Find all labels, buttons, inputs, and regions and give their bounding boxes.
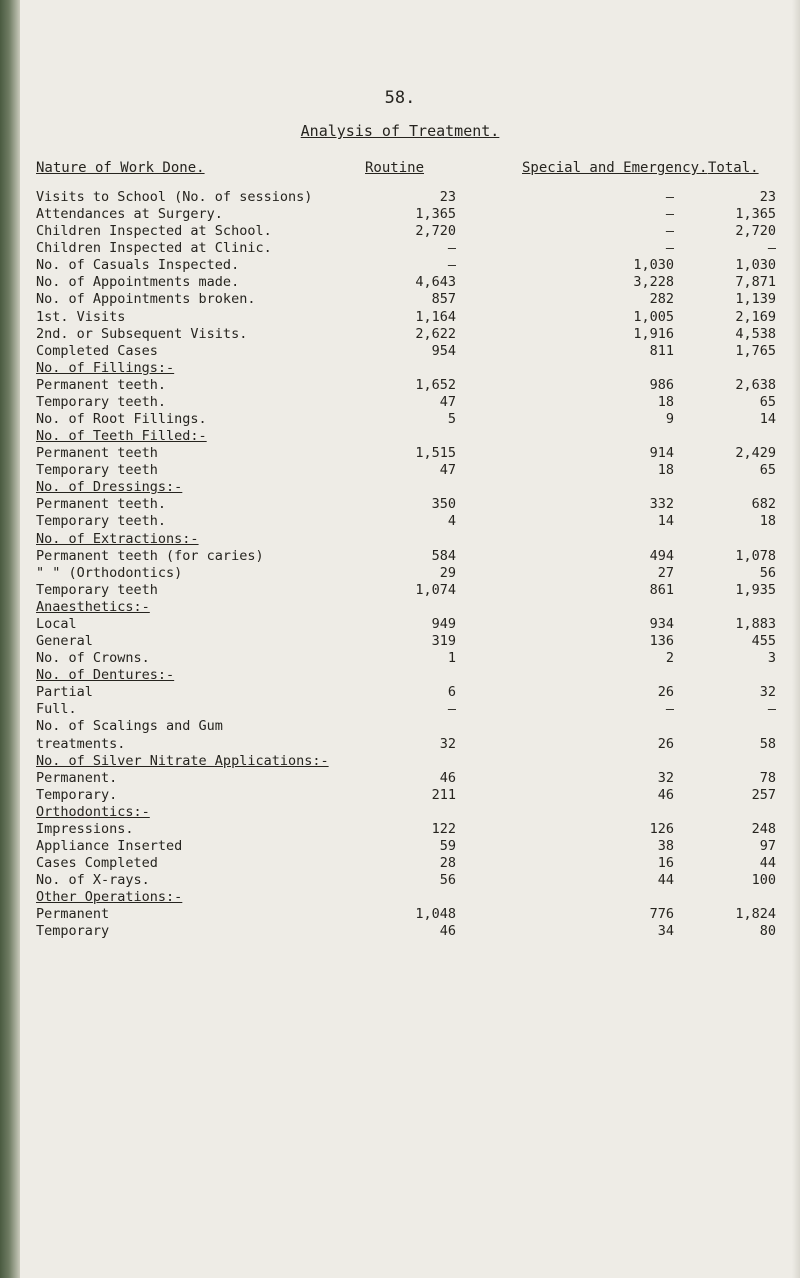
row-label: Partial bbox=[36, 684, 93, 701]
total-value: 2,429 bbox=[735, 445, 776, 462]
table-row bbox=[36, 770, 776, 787]
section-heading-row bbox=[36, 889, 776, 906]
row-label: Full. bbox=[36, 701, 77, 718]
special-emergency-value: 494 bbox=[649, 547, 674, 564]
routine-value: 2,622 bbox=[415, 325, 456, 342]
total-value: 65 bbox=[759, 393, 776, 410]
row-label: No. of Appointments broken. bbox=[36, 291, 256, 308]
row-label: Attendances at Surgery. bbox=[36, 206, 223, 223]
row-label: Visits to School (No. of sessions) bbox=[36, 189, 313, 205]
table-row bbox=[36, 309, 776, 326]
total-value: 1,765 bbox=[735, 342, 776, 359]
special-emergency-value: – bbox=[665, 701, 674, 718]
routine-value: 857 bbox=[431, 291, 456, 308]
special-emergency-value: 38 bbox=[657, 837, 674, 854]
table-row bbox=[36, 240, 776, 257]
table-row bbox=[36, 343, 776, 360]
row-label: Permanent bbox=[36, 906, 110, 923]
routine-value: 1,365 bbox=[415, 206, 456, 223]
special-emergency-value: 282 bbox=[649, 291, 674, 308]
row-label: Permanent teeth. bbox=[36, 376, 167, 393]
total-value: 14 bbox=[759, 411, 776, 428]
table-row bbox=[36, 821, 776, 838]
routine-value: 59 bbox=[439, 837, 456, 854]
special-emergency-value: 776 bbox=[649, 906, 674, 923]
total-value: 78 bbox=[759, 769, 776, 786]
page-right-edge bbox=[792, 0, 800, 1278]
routine-value: – bbox=[447, 701, 456, 718]
special-emergency-value: 16 bbox=[657, 855, 674, 872]
row-label: Completed Cases bbox=[36, 342, 158, 359]
special-emergency-value: 3,228 bbox=[633, 274, 674, 291]
routine-value: 47 bbox=[439, 393, 456, 410]
row-label: Temporary. bbox=[36, 786, 118, 803]
total-value: 1,883 bbox=[735, 615, 776, 632]
total-value: 1,078 bbox=[735, 547, 776, 564]
section-heading-row bbox=[36, 599, 776, 616]
table-row bbox=[36, 206, 776, 223]
section-heading-row bbox=[36, 360, 776, 377]
table-row bbox=[36, 326, 776, 343]
section-heading: No. of Extractions:- bbox=[36, 530, 199, 547]
table-row bbox=[36, 513, 776, 530]
special-emergency-value: 1,030 bbox=[633, 257, 674, 274]
routine-value: 122 bbox=[431, 820, 456, 837]
row-label: " " (Orthodontics) bbox=[36, 564, 183, 581]
row-label: Permanent teeth (for caries) bbox=[36, 547, 264, 564]
routine-value: 350 bbox=[431, 496, 456, 513]
routine-value: 5 bbox=[447, 411, 456, 428]
routine-value: 4,643 bbox=[415, 274, 456, 291]
table-row bbox=[36, 633, 776, 650]
routine-value: – bbox=[447, 257, 456, 274]
special-emergency-value: 861 bbox=[649, 581, 674, 598]
row-label: Impressions. bbox=[36, 820, 134, 837]
routine-value: – bbox=[447, 240, 456, 257]
total-value: 2,638 bbox=[735, 376, 776, 393]
total-value: 1,139 bbox=[735, 291, 776, 308]
table-row bbox=[36, 923, 776, 940]
table-row bbox=[36, 291, 776, 308]
special-emergency-value: 136 bbox=[649, 633, 674, 650]
page-binding-edge bbox=[0, 0, 20, 1278]
table-row bbox=[36, 274, 776, 291]
table-row bbox=[36, 872, 776, 889]
row-label: No. of X-rays. bbox=[36, 872, 150, 889]
special-emergency-value: 332 bbox=[649, 496, 674, 513]
total-value: 682 bbox=[751, 496, 776, 513]
total-value: 97 bbox=[759, 837, 776, 854]
row-label: No. of Scalings and Gum bbox=[36, 718, 223, 735]
total-value: 1,935 bbox=[735, 581, 776, 598]
routine-value: 954 bbox=[431, 342, 456, 359]
document-title-text: Analysis of Treatment. bbox=[300, 122, 500, 140]
table-row bbox=[36, 377, 776, 394]
routine-value: 2,720 bbox=[415, 223, 456, 240]
routine-value: 47 bbox=[439, 462, 456, 479]
section-heading: Other Operations:- bbox=[36, 889, 183, 906]
row-label: Temporary teeth. bbox=[36, 513, 167, 530]
total-value: – bbox=[767, 240, 776, 257]
routine-value: 1,048 bbox=[415, 906, 456, 923]
routine-value: 4 bbox=[447, 513, 456, 530]
routine-value: 28 bbox=[439, 855, 456, 872]
table-row bbox=[36, 855, 776, 872]
special-emergency-value: – bbox=[665, 206, 674, 223]
special-emergency-value: – bbox=[665, 189, 674, 205]
special-emergency-value: 986 bbox=[649, 376, 674, 393]
routine-value: 211 bbox=[431, 786, 456, 803]
total-value: 23 bbox=[759, 189, 776, 205]
routine-value: 1,652 bbox=[415, 376, 456, 393]
routine-value: 1,074 bbox=[415, 581, 456, 598]
total-value: 4,538 bbox=[735, 325, 776, 342]
routine-value: 46 bbox=[439, 923, 456, 940]
section-heading: Anaesthetics:- bbox=[36, 598, 150, 615]
row-label: No. of Crowns. bbox=[36, 650, 150, 667]
special-emergency-value: 1,916 bbox=[633, 325, 674, 342]
routine-value: 584 bbox=[431, 547, 456, 564]
special-emergency-value: 18 bbox=[657, 393, 674, 410]
routine-value: 29 bbox=[439, 564, 456, 581]
section-heading: No. of Fillings:- bbox=[36, 359, 175, 376]
total-value: 1,030 bbox=[735, 257, 776, 274]
table-row bbox=[36, 394, 776, 411]
special-emergency-value: 34 bbox=[657, 923, 674, 940]
section-heading: No. of Teeth Filled:- bbox=[36, 428, 207, 445]
special-emergency-value: 126 bbox=[649, 820, 674, 837]
section-heading: No. of Dressings:- bbox=[36, 479, 183, 496]
row-label: Children Inspected at Clinic. bbox=[36, 240, 272, 257]
header-nature-of-work: Nature of Work Done. bbox=[36, 160, 205, 176]
total-value: 2,169 bbox=[735, 308, 776, 325]
section-heading: Orthodontics:- bbox=[36, 803, 150, 820]
row-label: 1st. Visits bbox=[36, 308, 126, 325]
total-value: 1,365 bbox=[735, 206, 776, 223]
total-value: 100 bbox=[751, 872, 776, 889]
total-value: 58 bbox=[759, 735, 776, 752]
table-row bbox=[36, 496, 776, 513]
routine-value: 56 bbox=[439, 872, 456, 889]
special-emergency-value: 811 bbox=[649, 342, 674, 359]
total-value: 257 bbox=[751, 786, 776, 803]
total-value: 80 bbox=[759, 923, 776, 940]
section-heading-row bbox=[36, 667, 776, 684]
header-special-emergency: Special and Emergency. bbox=[522, 160, 708, 176]
total-value: 3 bbox=[767, 650, 776, 667]
total-value: 455 bbox=[751, 633, 776, 650]
special-emergency-value: – bbox=[665, 240, 674, 257]
section-heading: No. of Dentures:- bbox=[36, 667, 175, 684]
table-row bbox=[36, 718, 776, 735]
special-emergency-value: 46 bbox=[657, 786, 674, 803]
routine-value: 23 bbox=[439, 189, 456, 205]
table-row bbox=[36, 445, 776, 462]
special-emergency-value: 2 bbox=[665, 650, 674, 667]
table-row bbox=[36, 565, 776, 582]
row-label: Temporary teeth. bbox=[36, 393, 167, 410]
special-emergency-value: 914 bbox=[649, 445, 674, 462]
table-row bbox=[36, 411, 776, 428]
total-value: 56 bbox=[759, 564, 776, 581]
routine-value: 1,515 bbox=[415, 445, 456, 462]
routine-value: 949 bbox=[431, 615, 456, 632]
table-row bbox=[36, 462, 776, 479]
special-emergency-value: 1,005 bbox=[633, 308, 674, 325]
table-row bbox=[36, 223, 776, 240]
special-emergency-value: 9 bbox=[665, 411, 674, 428]
section-heading-row bbox=[36, 428, 776, 445]
row-label: Permanent teeth. bbox=[36, 496, 167, 513]
row-label: Children Inspected at School. bbox=[36, 223, 272, 240]
row-label: General bbox=[36, 633, 93, 650]
special-emergency-value: 26 bbox=[657, 684, 674, 701]
section-heading-row bbox=[36, 479, 776, 496]
table-row bbox=[36, 736, 776, 753]
special-emergency-value: 14 bbox=[657, 513, 674, 530]
header-routine: Routine bbox=[365, 160, 425, 176]
row-label: No. of Appointments made. bbox=[36, 274, 240, 291]
total-value: 1,824 bbox=[735, 906, 776, 923]
section-heading: No. of Silver Nitrate Applications:- bbox=[36, 752, 329, 769]
row-label: Cases Completed bbox=[36, 855, 158, 872]
special-emergency-value: 44 bbox=[657, 872, 674, 889]
row-label: No. of Root Fillings. bbox=[36, 411, 207, 428]
routine-value: 319 bbox=[431, 633, 456, 650]
total-value: 44 bbox=[759, 855, 776, 872]
treatment-table bbox=[36, 189, 776, 940]
section-heading-row bbox=[36, 804, 776, 821]
header-total: Total. bbox=[708, 160, 759, 176]
table-row bbox=[36, 684, 776, 701]
table-row bbox=[36, 906, 776, 923]
row-label: 2nd. or Subsequent Visits. bbox=[36, 325, 248, 342]
special-emergency-value: 934 bbox=[649, 615, 674, 632]
total-value: 18 bbox=[759, 513, 776, 530]
total-value: 65 bbox=[759, 462, 776, 479]
section-heading-row bbox=[36, 753, 776, 770]
total-value: 248 bbox=[751, 820, 776, 837]
table-row bbox=[36, 838, 776, 855]
table-row bbox=[36, 548, 776, 565]
routine-value: 32 bbox=[439, 735, 456, 752]
special-emergency-value: 18 bbox=[657, 462, 674, 479]
row-label: treatments. bbox=[36, 735, 126, 752]
document-title bbox=[0, 122, 800, 140]
total-value: 7,871 bbox=[735, 274, 776, 291]
row-label: Permanent. bbox=[36, 769, 118, 786]
row-label: Temporary teeth bbox=[36, 462, 158, 479]
table-row bbox=[36, 701, 776, 718]
table-row bbox=[36, 257, 776, 274]
row-label: Appliance Inserted bbox=[36, 837, 183, 854]
special-emergency-value: 26 bbox=[657, 735, 674, 752]
row-label: Local bbox=[36, 615, 77, 632]
table-row bbox=[36, 582, 776, 599]
total-value: – bbox=[767, 701, 776, 718]
special-emergency-value: 27 bbox=[657, 564, 674, 581]
routine-value: 6 bbox=[447, 684, 456, 701]
row-label: Temporary bbox=[36, 923, 110, 940]
page-number: 58. bbox=[384, 88, 416, 108]
special-emergency-value: 32 bbox=[657, 769, 674, 786]
total-value: 2,720 bbox=[735, 223, 776, 240]
row-label: Permanent teeth bbox=[36, 445, 158, 462]
row-label: No. of Casuals Inspected. bbox=[36, 257, 240, 274]
routine-value: 46 bbox=[439, 769, 456, 786]
table-row bbox=[36, 787, 776, 804]
table-row bbox=[36, 616, 776, 633]
table-row bbox=[36, 189, 776, 206]
routine-value: 1,164 bbox=[415, 308, 456, 325]
section-heading-row bbox=[36, 531, 776, 548]
row-label: Temporary teeth bbox=[36, 581, 158, 598]
table-row bbox=[36, 650, 776, 667]
routine-value: 1 bbox=[447, 650, 456, 667]
total-value: 32 bbox=[759, 684, 776, 701]
special-emergency-value: – bbox=[665, 223, 674, 240]
